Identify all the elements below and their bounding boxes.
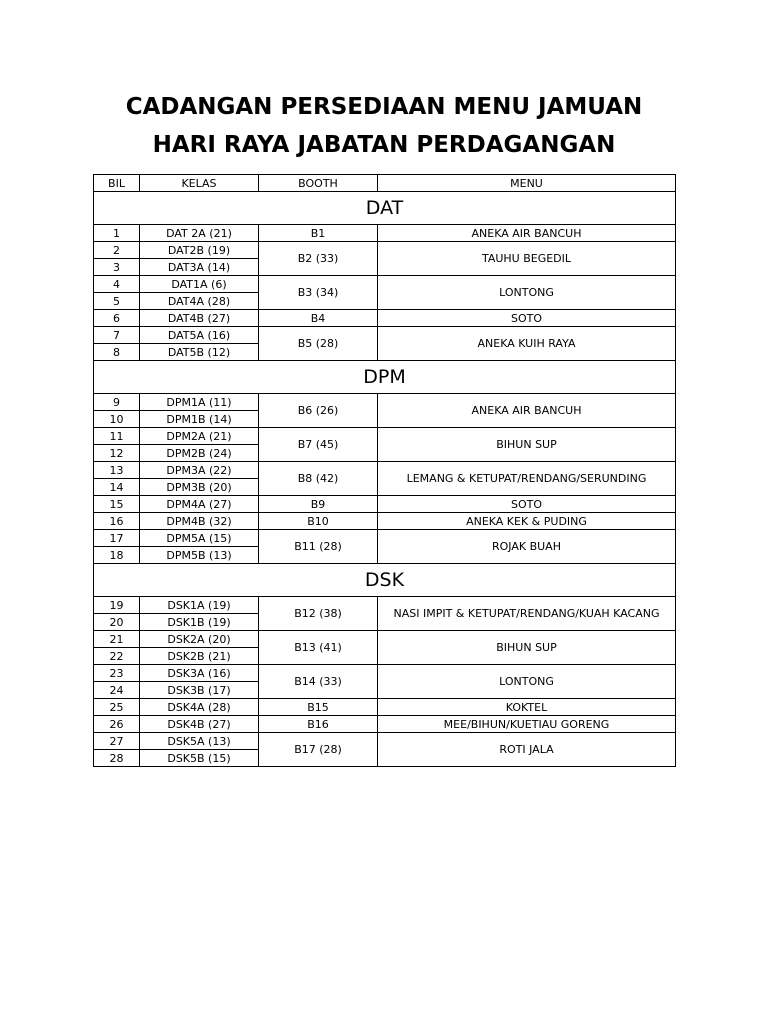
cell-kelas: DSK4B (27) bbox=[140, 716, 259, 733]
header-row bbox=[94, 175, 676, 192]
cell-kelas: DPM3A (22) bbox=[140, 462, 259, 479]
section-row bbox=[94, 192, 676, 225]
cell-bil: 19 bbox=[94, 597, 140, 614]
cell-kelas: DSK5A (13) bbox=[140, 733, 259, 750]
table-row bbox=[94, 665, 676, 682]
cell-kelas: DPM1B (14) bbox=[140, 411, 259, 428]
cell-bil: 10 bbox=[94, 411, 140, 428]
cell-kelas: DAT5B (12) bbox=[140, 344, 259, 361]
cell-kelas: DPM4B (32) bbox=[140, 513, 259, 530]
cell-menu: BIHUN SUP bbox=[378, 631, 676, 665]
cell-bil: 21 bbox=[94, 631, 140, 648]
cell-bil: 23 bbox=[94, 665, 140, 682]
table-row bbox=[94, 428, 676, 445]
cell-bil: 20 bbox=[94, 614, 140, 631]
cell-menu: LONTONG bbox=[378, 276, 676, 310]
cell-kelas: DSK2B (21) bbox=[140, 648, 259, 665]
cell-booth: B5 (28) bbox=[259, 327, 378, 361]
cell-bil: 13 bbox=[94, 462, 140, 479]
cell-kelas: DPM2B (24) bbox=[140, 445, 259, 462]
cell-bil: 14 bbox=[94, 479, 140, 496]
cell-bil: 15 bbox=[94, 496, 140, 513]
cell-menu: ANEKA KUIH RAYA bbox=[378, 327, 676, 361]
header-booth: BOOTH bbox=[259, 175, 378, 192]
section-title: DSK bbox=[94, 564, 676, 597]
cell-kelas: DAT2B (19) bbox=[140, 242, 259, 259]
cell-bil: 12 bbox=[94, 445, 140, 462]
section-row bbox=[94, 361, 676, 394]
table-row bbox=[94, 733, 676, 750]
cell-kelas: DPM3B (20) bbox=[140, 479, 259, 496]
cell-menu: BIHUN SUP bbox=[378, 428, 676, 462]
table-row bbox=[94, 597, 676, 614]
cell-menu: MEE/BIHUN/KUETIAU GORENG bbox=[378, 716, 676, 733]
cell-booth: B11 (28) bbox=[259, 530, 378, 564]
table-row bbox=[94, 394, 676, 411]
cell-booth: B13 (41) bbox=[259, 631, 378, 665]
section-title: DAT bbox=[94, 192, 676, 225]
cell-menu: TAUHU BEGEDIL bbox=[378, 242, 676, 276]
cell-bil: 22 bbox=[94, 648, 140, 665]
cell-bil: 18 bbox=[94, 547, 140, 564]
table-row bbox=[94, 530, 676, 547]
cell-kelas: DAT4A (28) bbox=[140, 293, 259, 310]
cell-kelas: DPM5A (15) bbox=[140, 530, 259, 547]
cell-menu: ROTI JALA bbox=[378, 733, 676, 767]
cell-booth: B4 bbox=[259, 310, 378, 327]
table-row bbox=[94, 276, 676, 293]
page-title-line-2: HARI RAYA JABATAN PERDAGANGAN bbox=[152, 132, 616, 158]
cell-booth: B3 (34) bbox=[259, 276, 378, 310]
cell-kelas: DAT3A (14) bbox=[140, 259, 259, 276]
table-row bbox=[94, 242, 676, 259]
cell-bil: 24 bbox=[94, 682, 140, 699]
cell-menu: LONTONG bbox=[378, 665, 676, 699]
cell-menu: SOTO bbox=[378, 496, 676, 513]
cell-menu: LEMANG & KETUPAT/RENDANG/SERUNDING bbox=[378, 462, 676, 496]
section-row bbox=[94, 564, 676, 597]
table-row bbox=[94, 699, 676, 716]
cell-kelas: DAT1A (6) bbox=[140, 276, 259, 293]
cell-kelas: DSK3B (17) bbox=[140, 682, 259, 699]
cell-menu: KOKTEL bbox=[378, 699, 676, 716]
cell-kelas: DSK3A (16) bbox=[140, 665, 259, 682]
cell-bil: 4 bbox=[94, 276, 140, 293]
cell-kelas: DAT 2A (21) bbox=[140, 225, 259, 242]
cell-bil: 28 bbox=[94, 750, 140, 767]
cell-bil: 3 bbox=[94, 259, 140, 276]
cell-menu: ROJAK BUAH bbox=[378, 530, 676, 564]
cell-menu: ANEKA AIR BANCUH bbox=[378, 225, 676, 242]
table-row bbox=[94, 310, 676, 327]
cell-booth: B1 bbox=[259, 225, 378, 242]
cell-menu: ANEKA KEK & PUDING bbox=[378, 513, 676, 530]
cell-bil: 26 bbox=[94, 716, 140, 733]
header-bil: BIL bbox=[94, 175, 140, 192]
header-menu: MENU bbox=[378, 175, 676, 192]
cell-booth: B2 (33) bbox=[259, 242, 378, 276]
table-row bbox=[94, 496, 676, 513]
cell-kelas: DAT4B (27) bbox=[140, 310, 259, 327]
cell-bil: 27 bbox=[94, 733, 140, 750]
cell-bil: 9 bbox=[94, 394, 140, 411]
cell-bil: 25 bbox=[94, 699, 140, 716]
cell-bil: 2 bbox=[94, 242, 140, 259]
cell-booth: B9 bbox=[259, 496, 378, 513]
cell-kelas: DSK1A (19) bbox=[140, 597, 259, 614]
cell-menu: ANEKA AIR BANCUH bbox=[378, 394, 676, 428]
cell-kelas: DSK2A (20) bbox=[140, 631, 259, 648]
table-body bbox=[94, 192, 676, 767]
cell-booth: B8 (42) bbox=[259, 462, 378, 496]
cell-booth: B12 (38) bbox=[259, 597, 378, 631]
table-row bbox=[94, 513, 676, 530]
section-title: DPM bbox=[94, 361, 676, 394]
table-row bbox=[94, 631, 676, 648]
cell-kelas: DPM5B (13) bbox=[140, 547, 259, 564]
cell-booth: B17 (28) bbox=[259, 733, 378, 767]
table-row bbox=[94, 716, 676, 733]
cell-booth: B15 bbox=[259, 699, 378, 716]
table-row bbox=[94, 225, 676, 242]
cell-bil: 17 bbox=[94, 530, 140, 547]
cell-kelas: DPM1A (11) bbox=[140, 394, 259, 411]
cell-bil: 5 bbox=[94, 293, 140, 310]
cell-booth: B16 bbox=[259, 716, 378, 733]
cell-booth: B6 (26) bbox=[259, 394, 378, 428]
cell-menu: SOTO bbox=[378, 310, 676, 327]
cell-bil: 8 bbox=[94, 344, 140, 361]
cell-kelas: DSK4A (28) bbox=[140, 699, 259, 716]
cell-booth: B7 (45) bbox=[259, 428, 378, 462]
cell-bil: 11 bbox=[94, 428, 140, 445]
cell-kelas: DPM2A (21) bbox=[140, 428, 259, 445]
cell-booth: B14 (33) bbox=[259, 665, 378, 699]
cell-kelas: DSK1B (19) bbox=[140, 614, 259, 631]
table-row bbox=[94, 327, 676, 344]
cell-bil: 1 bbox=[94, 225, 140, 242]
cell-bil: 16 bbox=[94, 513, 140, 530]
table-row bbox=[94, 462, 676, 479]
cell-bil: 6 bbox=[94, 310, 140, 327]
cell-booth: B10 bbox=[259, 513, 378, 530]
cell-bil: 7 bbox=[94, 327, 140, 344]
header-kelas: KELAS bbox=[140, 175, 259, 192]
page-title-line-1: CADANGAN PERSEDIAAN MENU JAMUAN bbox=[125, 94, 643, 120]
menu-table bbox=[93, 174, 676, 767]
cell-menu: NASI IMPIT & KETUPAT/RENDANG/KUAH KACANG bbox=[378, 597, 676, 631]
cell-kelas: DAT5A (16) bbox=[140, 327, 259, 344]
cell-kelas: DPM4A (27) bbox=[140, 496, 259, 513]
cell-kelas: DSK5B (15) bbox=[140, 750, 259, 767]
